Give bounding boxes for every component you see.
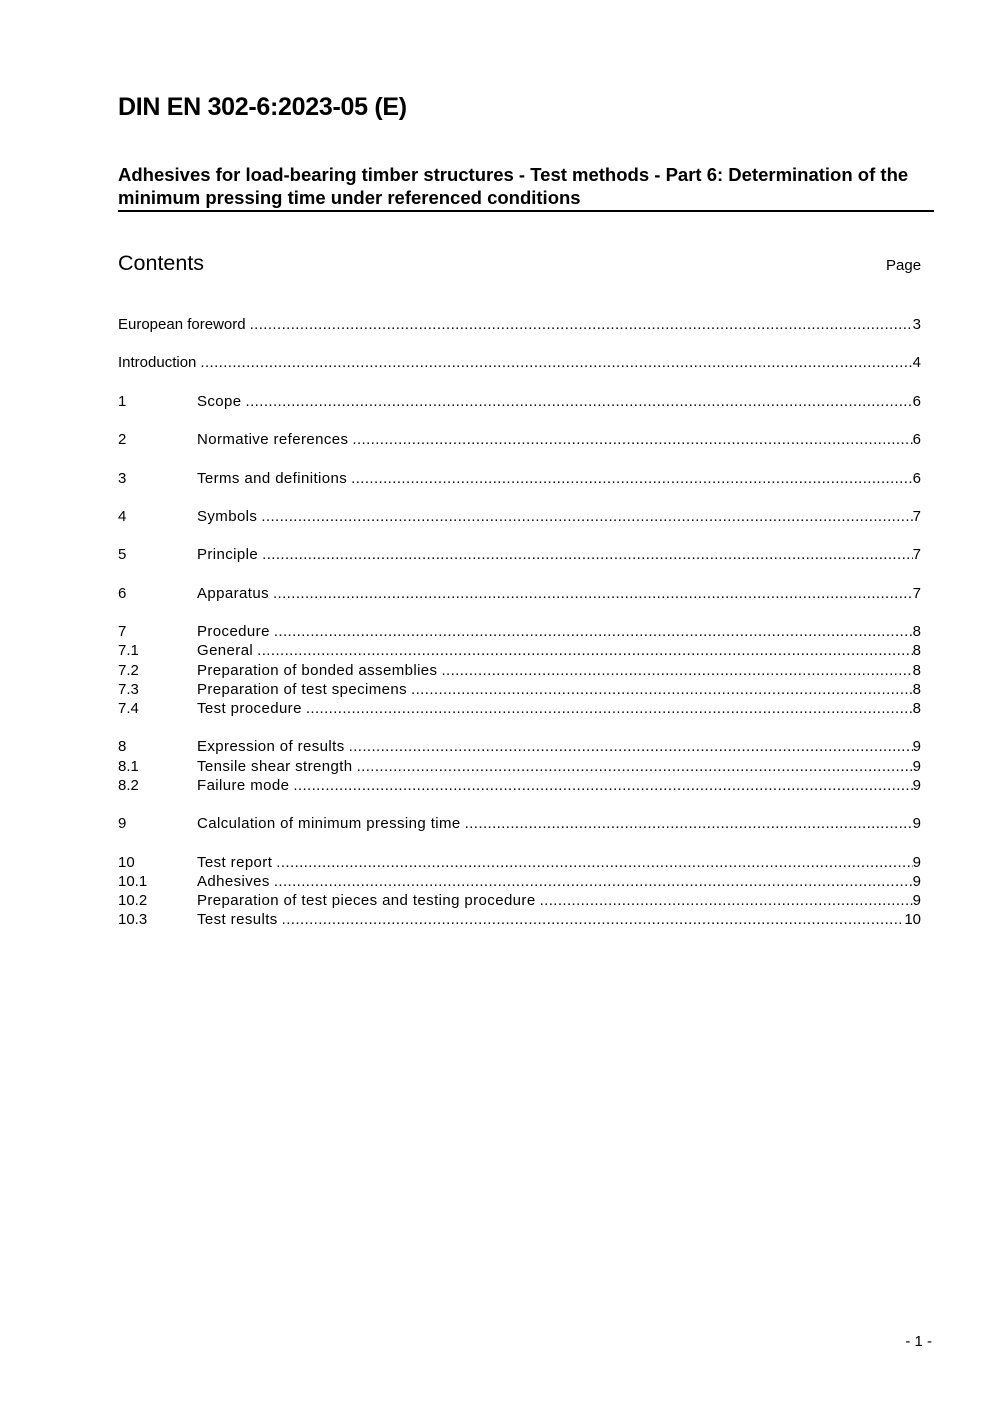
toc-entry-number: 3 (118, 469, 127, 487)
toc-entry-number: 10 (118, 853, 135, 871)
toc-entry-8-2[interactable] (118, 776, 921, 795)
toc-entry-page: 9 (912, 853, 921, 871)
toc-entry-7-3[interactable] (118, 680, 921, 699)
toc-entry-page: 9 (912, 872, 921, 890)
toc-leader-dots (250, 315, 913, 334)
toc-entry-8[interactable] (118, 737, 921, 756)
toc-entry-number: 10.1 (118, 872, 148, 890)
page-column-label: Page (886, 257, 922, 274)
toc-entry-number: 2 (118, 431, 127, 449)
toc-entry-title: Procedure (197, 623, 270, 641)
toc-entry-9[interactable] (118, 814, 921, 833)
toc-entry-3[interactable] (118, 469, 921, 488)
toc-entry-page: 7 (912, 507, 921, 525)
toc-entry-number: 8.2 (118, 776, 139, 794)
toc-entry-number: 6 (118, 584, 127, 602)
toc-leader-dots (274, 872, 913, 891)
toc-entry-number: 10.3 (118, 911, 148, 929)
toc-entry-title: Scope (197, 392, 242, 410)
toc-entry-title: Apparatus (197, 584, 269, 602)
toc-leader-dots (351, 469, 913, 488)
toc-entry-page: 9 (912, 757, 921, 775)
toc-entry-7-4[interactable] (118, 699, 921, 718)
toc-leader-dots (540, 891, 913, 910)
toc-entry-title: Preparation of test specimens (197, 680, 408, 698)
toc-entry-title: Principle (197, 546, 259, 564)
toc-entry-10-2[interactable] (118, 891, 921, 910)
toc-entry-title: Test results (197, 911, 278, 929)
toc-entry-number: 4 (118, 507, 127, 525)
toc-leader-dots (411, 680, 913, 699)
toc-entry-number: 7 (118, 623, 127, 641)
toc-entry-6[interactable] (118, 584, 921, 603)
toc-leader-dots (282, 910, 905, 929)
toc-entry-number: 7.4 (118, 699, 139, 717)
toc-entry-page: 6 (912, 392, 921, 410)
toc-entry-title: Tensile shear strength (197, 757, 353, 775)
toc-entry-number: 7.3 (118, 680, 139, 698)
toc-entry-7[interactable] (118, 622, 921, 641)
toc-entry-page: 9 (912, 891, 921, 909)
table-of-contents (118, 315, 921, 929)
contents-heading: Contents (118, 251, 205, 275)
toc-entry-page: 7 (912, 546, 921, 564)
toc-entry-number: 7.2 (118, 661, 139, 679)
toc-entry-title: Symbols (197, 507, 258, 525)
toc-entry-10-3[interactable] (118, 910, 921, 929)
toc-leader-dots (246, 392, 913, 411)
toc-leader-dots (274, 622, 913, 641)
toc-leader-dots (200, 353, 912, 372)
toc-entry-page: 3 (912, 316, 921, 333)
toc-entry-title: Terms and definitions (197, 469, 348, 487)
toc-leader-dots (257, 641, 912, 660)
toc-leader-dots (293, 776, 912, 795)
toc-entry-page: 6 (912, 469, 921, 487)
toc-entry-title: Adhesives (197, 872, 270, 890)
toc-entry-page: 10 (904, 911, 921, 929)
toc-entry-page: 9 (912, 776, 921, 794)
toc-entry-page: 6 (912, 431, 921, 449)
toc-entry-number: 8 (118, 738, 127, 756)
toc-entry-page: 8 (912, 642, 921, 660)
toc-entry-10[interactable] (118, 853, 921, 872)
toc-entry-page: 8 (912, 661, 921, 679)
toc-entry-10-1[interactable] (118, 872, 921, 891)
toc-entry-title: Introduction (118, 354, 197, 372)
toc-leader-dots (273, 584, 913, 603)
toc-leader-dots (352, 430, 912, 449)
toc-entry-number: 5 (118, 546, 127, 564)
toc-entry-page: 4 (912, 354, 921, 372)
toc-leader-dots (261, 507, 912, 526)
toc-entry-title: Preparation of test pieces and testing procedure (197, 891, 536, 909)
toc-leader-dots (441, 661, 912, 680)
toc-entry-2[interactable] (118, 430, 921, 449)
toc-entry-title: Calculation of minimum pressing time (197, 815, 461, 833)
toc-entry-european-foreword[interactable] (118, 315, 921, 334)
toc-entry-title: European foreword (118, 316, 246, 333)
toc-entry-page: 9 (912, 738, 921, 756)
toc-entry-title: Test report (197, 853, 273, 871)
toc-entry-title: Failure mode (197, 776, 290, 794)
toc-entry-number: 10.2 (118, 891, 148, 909)
toc-entry-introduction[interactable] (118, 353, 921, 372)
toc-entry-number: 8.1 (118, 757, 139, 775)
toc-leader-dots (276, 853, 912, 872)
toc-entry-page: 7 (912, 584, 921, 602)
toc-entry-7-2[interactable] (118, 661, 921, 680)
toc-entry-title: General (197, 642, 254, 660)
toc-entry-page: 9 (912, 815, 921, 833)
page-number: - 1 - (905, 1333, 932, 1350)
toc-entry-8-1[interactable] (118, 757, 921, 776)
toc-leader-dots (306, 699, 913, 718)
toc-entry-4[interactable] (118, 507, 921, 526)
document-identifier: DIN EN 302-6:2023-05 (E) (118, 93, 407, 121)
toc-entry-title: Test procedure (197, 699, 302, 717)
toc-entry-page: 8 (912, 623, 921, 641)
toc-entry-title: Preparation of bonded assemblies (197, 661, 438, 679)
document-title: Adhesives for load-bearing timber structures - Test methods - Part 6: Determination of the minimum pressing time under referenced conditions (118, 163, 934, 212)
toc-leader-dots (357, 757, 913, 776)
toc-entry-number: 7.1 (118, 642, 139, 660)
toc-leader-dots (262, 545, 913, 564)
toc-entry-title: Normative references (197, 431, 349, 449)
toc-entry-1[interactable] (118, 392, 921, 411)
toc-entry-5[interactable] (118, 545, 921, 564)
toc-entry-page: 8 (912, 699, 921, 717)
toc-leader-dots (465, 814, 913, 833)
toc-entry-number: 1 (118, 392, 127, 410)
toc-entry-number: 9 (118, 815, 127, 833)
toc-leader-dots (349, 737, 913, 756)
toc-entry-page: 8 (912, 680, 921, 698)
toc-entry-title: Expression of results (197, 738, 345, 756)
toc-entry-7-1[interactable] (118, 641, 921, 660)
